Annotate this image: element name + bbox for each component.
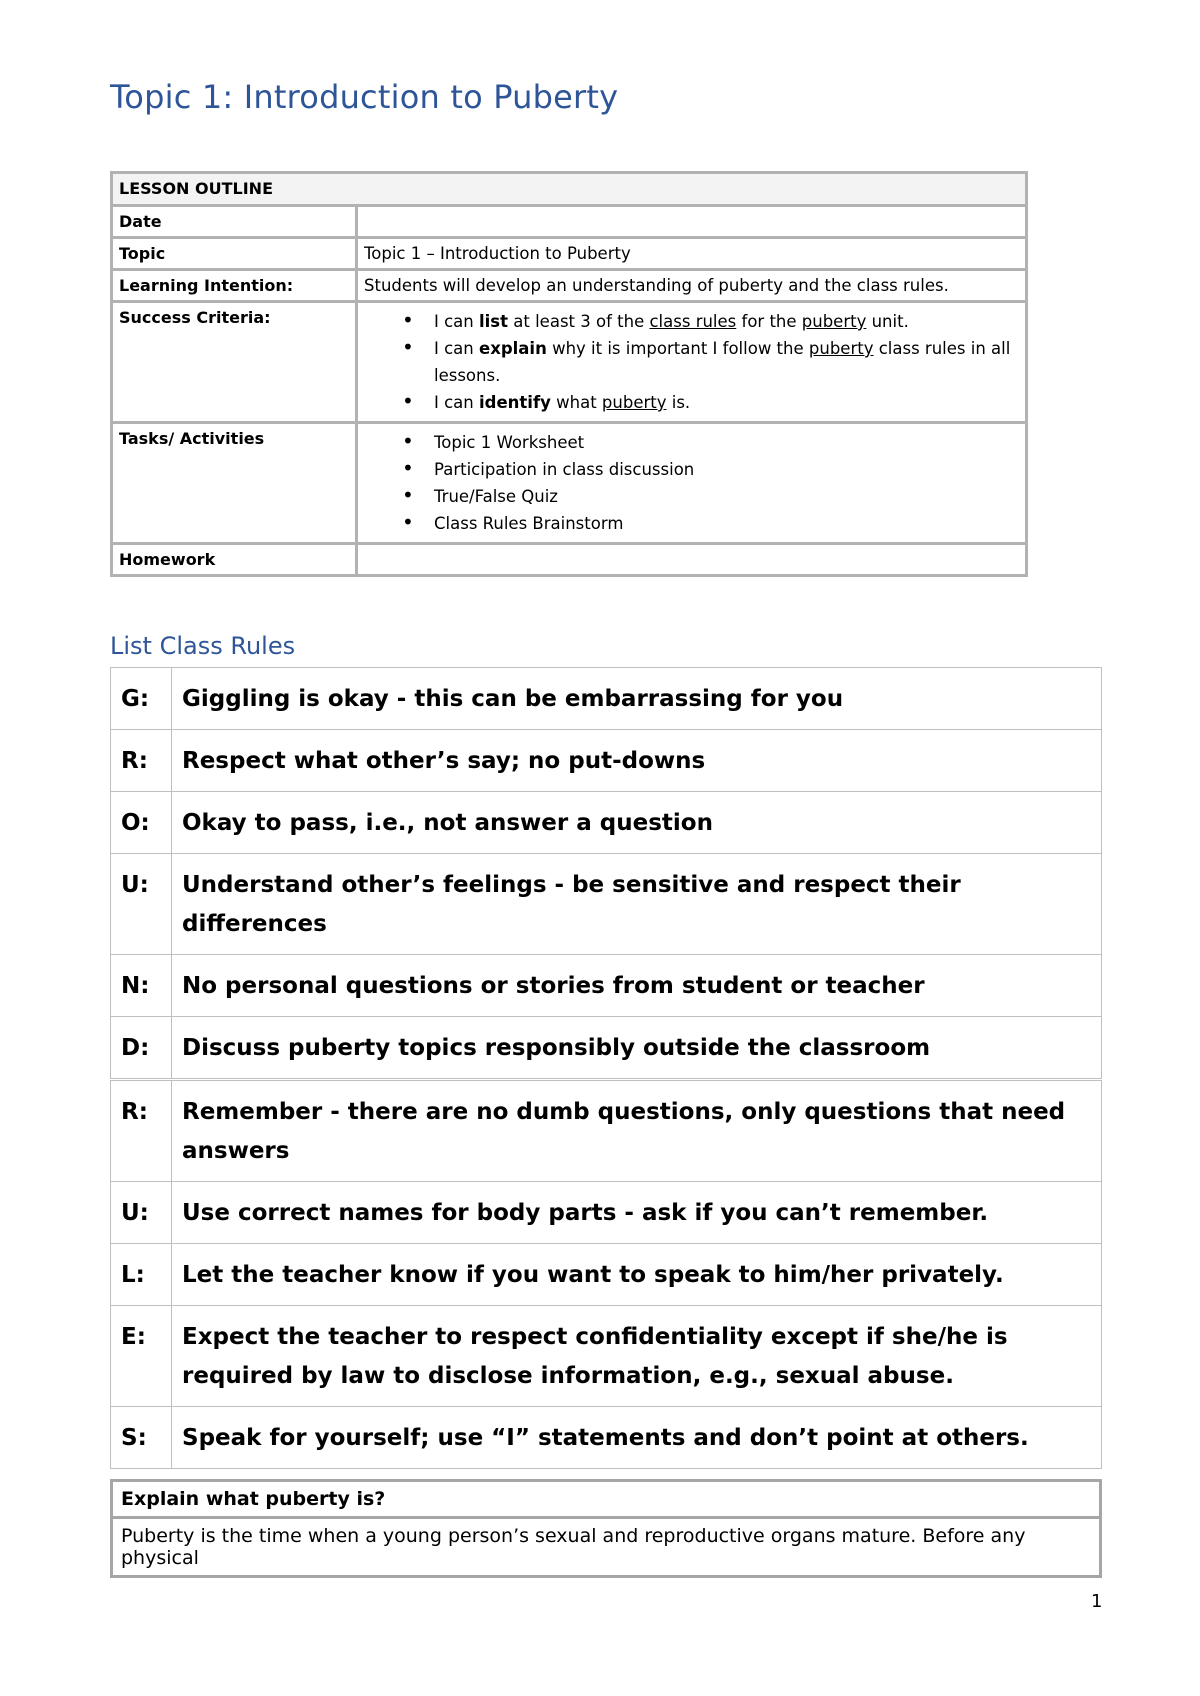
rule-letter: S: — [111, 1407, 172, 1469]
rule-text: Remember - there are no dumb questions, only questions that need answers — [172, 1081, 1102, 1182]
table-row — [111, 668, 1102, 730]
date-label: Date — [112, 206, 357, 238]
table-row — [111, 730, 1102, 792]
learning-intention-label: Learning Intention: — [112, 270, 357, 302]
tasks-value — [357, 423, 1027, 544]
date-value — [357, 206, 1027, 238]
explain-question: Explain what puberty is? — [112, 1481, 1101, 1518]
rule-text: Giggling is okay - this can be embarrassing for you — [172, 668, 1102, 730]
topic-value: Topic 1 – Introduction to Puberty — [357, 238, 1027, 270]
rule-letter: R: — [111, 1081, 172, 1182]
task-item: • Topic 1 Worksheet — [434, 429, 1019, 456]
table-row — [111, 1407, 1102, 1469]
table-row — [111, 1306, 1102, 1407]
learning-intention-value: Students will develop an understanding of puberty and the class rules. — [357, 270, 1027, 302]
rule-text: Discuss puberty topics responsibly outside the classroom — [172, 1017, 1102, 1079]
success-criteria-list — [364, 308, 1019, 416]
table-row — [111, 1244, 1102, 1306]
rule-letter: G: — [111, 668, 172, 730]
homework-label: Homework — [112, 544, 357, 576]
rule-text: Respect what other’s say; no put-downs — [172, 730, 1102, 792]
table-row — [111, 854, 1102, 955]
rule-text: No personal questions or stories from student or teacher — [172, 955, 1102, 1017]
topic-label: Topic — [112, 238, 357, 270]
task-item: • Participation in class discussion — [434, 456, 1019, 483]
rules-table-1 — [110, 667, 1102, 1079]
criteria-item: • I can explain why it is important I follow the puberty class rules in all lessons. — [434, 335, 1019, 389]
table-row — [111, 1182, 1102, 1244]
rule-letter: L: — [111, 1244, 172, 1306]
table-row — [111, 955, 1102, 1017]
rule-text: Use correct names for body parts - ask if you can’t remember. — [172, 1182, 1102, 1244]
rule-letter: E: — [111, 1306, 172, 1407]
rule-text: Expect the teacher to respect confidentiality except if she/he is required by law to disclose information, e.g., sexual abuse. — [172, 1306, 1102, 1407]
tasks-label: Tasks/ Activities — [112, 423, 357, 544]
success-criteria-label: Success Criteria: — [112, 302, 357, 423]
rules-heading: List Class Rules — [110, 632, 296, 660]
page-number: 1 — [1091, 1591, 1103, 1612]
rule-text: Okay to pass, i.e., not answer a question — [172, 792, 1102, 854]
rule-letter: U: — [111, 854, 172, 955]
explain-answer: Puberty is the time when a young person’s sexual and reproductive organs mature. Before any physical — [112, 1518, 1101, 1577]
lesson-outline-table — [110, 171, 1028, 577]
table-row — [111, 792, 1102, 854]
criteria-item: • I can identify what puberty is. — [434, 389, 1019, 416]
page-title: Topic 1: Introduction to Puberty — [110, 78, 619, 116]
rule-letter: D: — [111, 1017, 172, 1079]
rules-table-2 — [110, 1080, 1102, 1469]
success-criteria-value — [357, 302, 1027, 423]
rule-letter: U: — [111, 1182, 172, 1244]
criteria-item: • I can list at least 3 of the class rules for the puberty unit. — [434, 308, 1019, 335]
rule-text: Speak for yourself; use “I” statements and don’t point at others. — [172, 1407, 1102, 1469]
explain-puberty-table — [110, 1479, 1102, 1578]
rule-letter: O: — [111, 792, 172, 854]
table-row — [111, 1017, 1102, 1079]
tasks-list — [364, 429, 1019, 537]
outline-header: LESSON OUTLINE — [112, 173, 1027, 206]
rule-letter: R: — [111, 730, 172, 792]
rule-letter: N: — [111, 955, 172, 1017]
table-row — [111, 1081, 1102, 1182]
rule-text: Understand other’s feelings - be sensitive and respect their differences — [172, 854, 1102, 955]
homework-value — [357, 544, 1027, 576]
rule-text: Let the teacher know if you want to speak to him/her privately. — [172, 1244, 1102, 1306]
task-item: • Class Rules Brainstorm — [434, 510, 1019, 537]
task-item: • True/False Quiz — [434, 483, 1019, 510]
